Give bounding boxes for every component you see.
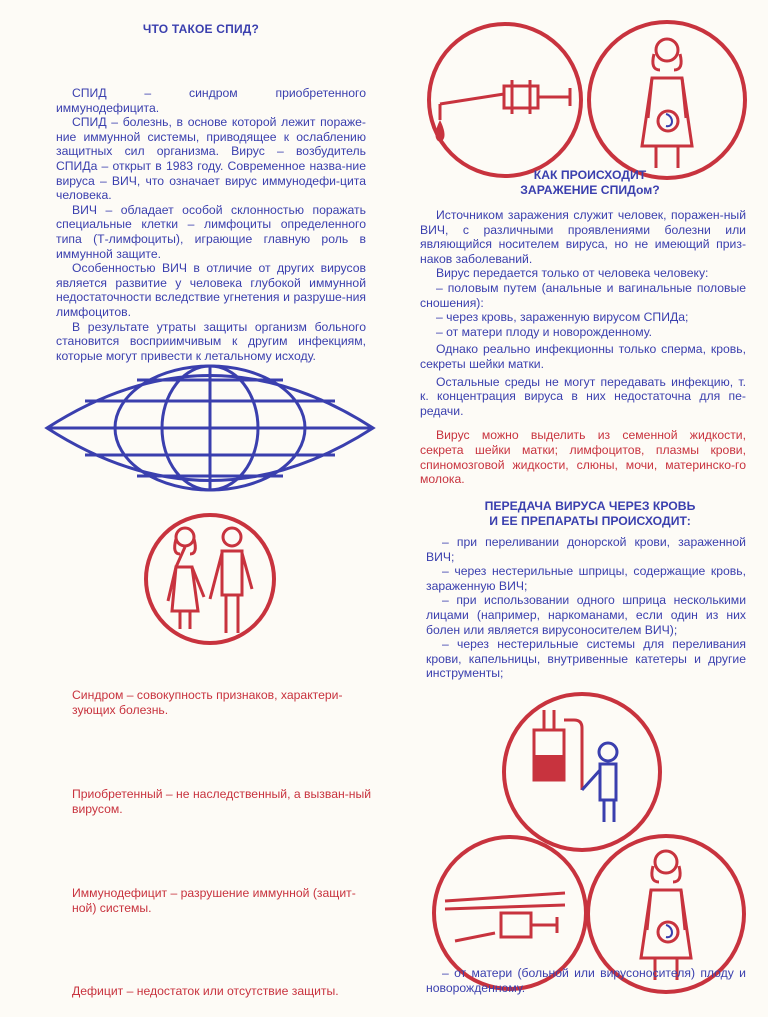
blood-transfusion-icon: [500, 690, 665, 855]
paragraph-other-media: Остальные среды не могут передавать инфекцию, т. к. концентрация вируса в них недостаточна для пе-редачи.: [420, 374, 746, 418]
definition-syndrome: Синдром – совокупность признаков, характери-зующих болезнь.: [72, 688, 343, 717]
paragraph-aids-disease: СПИД – болезнь, в основе которой лежит пораже-ние иммунной системы, приводящее к ослаблению защитных сил организма. Вирус – возбудитель СПИДа – открыт в 1983 году. Современное назва-ние вируса – ВИЧ, что означает вирус иммунодефи-цита человека.: [56, 115, 366, 203]
heading-blood-line2: И ЕЕ ПРЕПАРАТЫ ПРОИСХОДИТ:: [489, 513, 691, 528]
paragraph-hiv-lymphocytes: ВИЧ – обладает особой склонностью поражать специальные клетки – лимфоциты определенного типа (Т-лимфоциты), играющие главную роль в иммунной защите.: [56, 202, 366, 261]
heading-infection-line1: КАК ПРОИСХОДИТ: [533, 168, 647, 182]
paragraph-result: В результате утраты защиты организм больного становится восприимчивым к другим инфекциям, которые могут привести к летальному исходу.: [56, 319, 366, 363]
paragraph-infectious-fluids: Однако реально инфекционны только сперма, кровь, секреты шейки матки.: [420, 342, 746, 371]
definition-deficit: Дефицит – недостаток или отсутствие защиты.: [72, 984, 339, 998]
paragraph-virus-isolation: Вирус можно выделить из семенной жидкости, секрета шейки матки; лимфоцитов, плазмы крови, спиномозговой жидкости, слюны, мочи, материнско-го молока.: [420, 428, 746, 487]
globe-icon: [45, 368, 375, 498]
right-text-block-1: [420, 208, 746, 487]
list-item-transfusion-systems: – через нестерильные системы для переливания крови, капельницы, внутривенные катетеры и другие инструменты;: [426, 637, 746, 681]
definition-immunodeficiency: Иммунодефицит – разрушение иммунной (защит-ной) системы.: [72, 886, 356, 915]
list-item-syringes: – через нестерильные шприцы, содержащие кровь, зараженную ВИЧ;: [426, 564, 746, 593]
list-item-donor-blood: – при переливании донорской крови, зараженной ВИЧ;: [426, 535, 746, 564]
left-column: [56, 22, 366, 363]
definition-acquired: Приобретенный – не наследственный, а вызван-ный вирусом.: [72, 787, 372, 816]
paragraph-aids-definition: СПИД – синдром приобретенного иммунодефицита.: [56, 86, 366, 115]
heading-infection-line2: ЗАРАЖЕНИЕ СПИДом?: [520, 182, 660, 197]
heading-blood-line1: ПЕРЕДАЧА ВИРУСА ЧЕРЕЗ КРОВЬ: [484, 499, 696, 513]
list-item-mother: – от матери плоду и новорожденному.: [436, 324, 652, 339]
list-item-shared-syringe: – при использовании одного шприца несколькими лицами (например, наркоманами, если один из них болен или является вирусоносителем ВИЧ);: [426, 593, 746, 637]
couple-icon: [140, 509, 280, 649]
heading-blood-transmission: [440, 499, 740, 528]
list-item-mother-to-child: – от матери (больной или вирусоносителя) плоду и новорожденному.: [426, 966, 746, 995]
right-text-block-2: [426, 535, 746, 681]
list-item-sexual: – половым путем (анальные и вагинальные половые сношения):: [420, 280, 746, 310]
list-item-blood: – через кровь, зараженную вирусом СПИДа;: [436, 310, 689, 325]
paragraph-source: Источником заражения служит человек, поражен-ный ВИЧ, с различными проявлениями болезни или являющийся носителем вируса, но не имеющий приз-наков заболеваний.: [420, 208, 746, 266]
heading-infection: [500, 168, 680, 197]
paragraph-hiv-feature: Особенностью ВИЧ в отличие от других вирусов является развитие у человека глубокой иммунной недостаточности вследствие угнетения и разруше-ния лимфоцитов.: [56, 261, 366, 319]
pregnant-woman-icon: [582, 18, 752, 183]
paragraph-transmission: Вирус передается только от человека человеку:: [436, 266, 709, 281]
page-title: ЧТО ТАКОЕ СПИД?: [142, 22, 260, 36]
syringe-icon: [420, 20, 590, 180]
